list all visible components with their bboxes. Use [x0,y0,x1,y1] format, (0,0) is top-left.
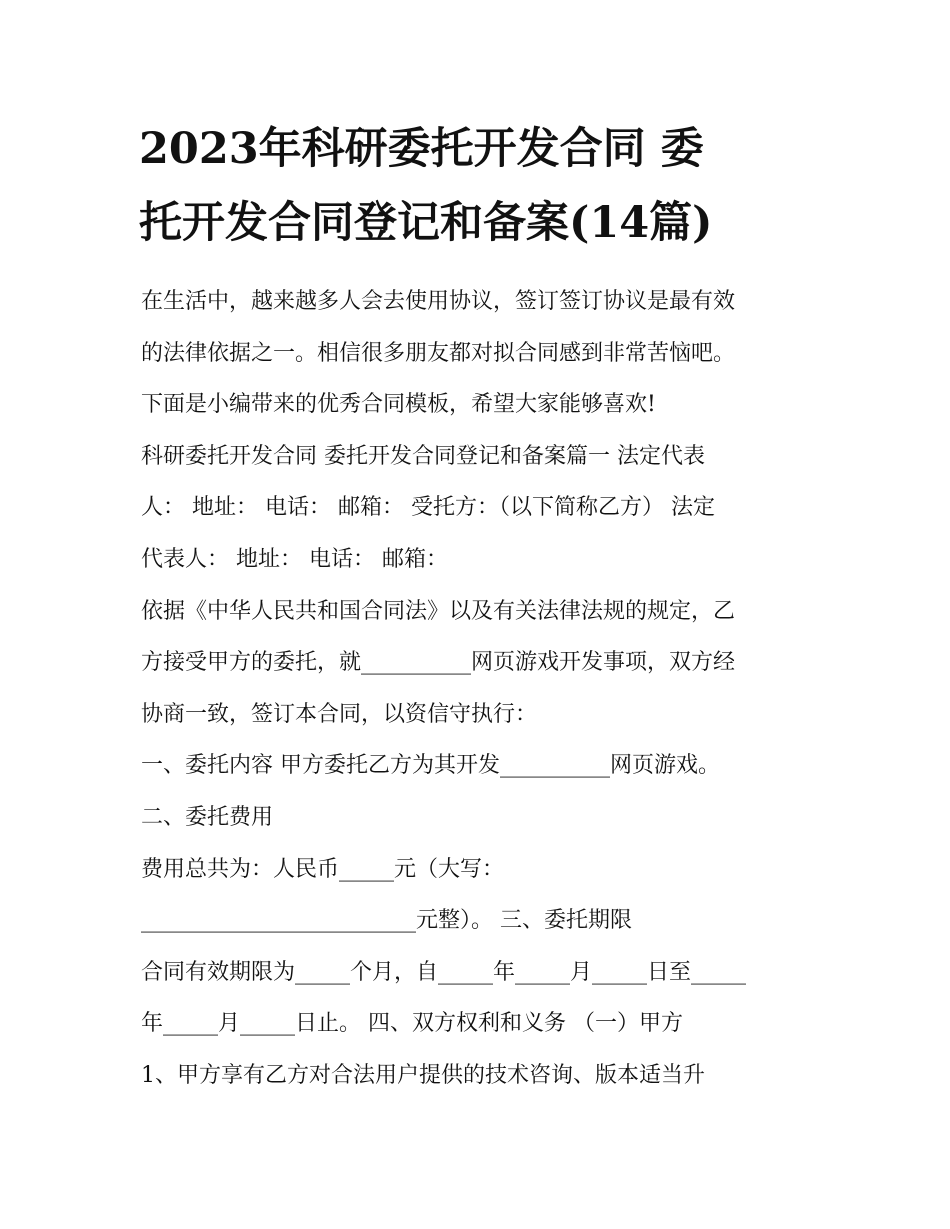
body-line: 依据《中华人民共和国合同法》以及有关法律法规的规定，乙 [141,598,736,624]
body-line: 一、委托内容 甲方委托乙方为其开发__________网页游戏。 [141,753,720,779]
body-line: 协商一致，签订本合同，以资信守执行： [141,701,538,727]
title-line: 2023年科研委托开发合同 委 [139,124,704,174]
body-line: 代表人： 地址： 电话： 邮箱： [141,546,448,572]
body-line: 在生活中，越来越多人会去使用协议，签订签订协议是最有效 [141,289,736,314]
body-line: 年_____月_____日止。 四、双方权利和义务 （一）甲方 [141,1011,683,1037]
body-line: 1、甲方享有乙方对合法用户提供的技术咨询、版本适当升 [141,1062,705,1088]
document-body [141,276,831,1102]
document-title [139,112,829,260]
body-line: 二、委托费用 [141,804,274,830]
body-line: 费用总共为：人民币_____元（大写： [141,856,505,882]
body-line: 人： 地址： 电话： 邮箱： 受托方：（以下简称乙方） 法定 [141,495,715,521]
body-line: 的法律依据之一。相信很多朋友都对拟合同感到非常苦恼吧。 [141,340,736,366]
body-line: 方接受甲方的委托，就__________网页游戏开发事项，双方经 [141,650,736,676]
body-line: 下面是小编带来的优秀合同模板，希望大家能够喜欢! [141,392,656,418]
body-line: 合同有效期限为_____个月，自_____年_____月_____日至_____ [141,959,747,985]
body-line: _________________________元整）。 三、委托期限 [141,908,632,934]
title-line: 托开发合同登记和备案(14篇) [139,198,713,248]
body-line: 科研委托开发合同 委托开发合同登记和备案篇一 法定代表 [141,443,705,469]
